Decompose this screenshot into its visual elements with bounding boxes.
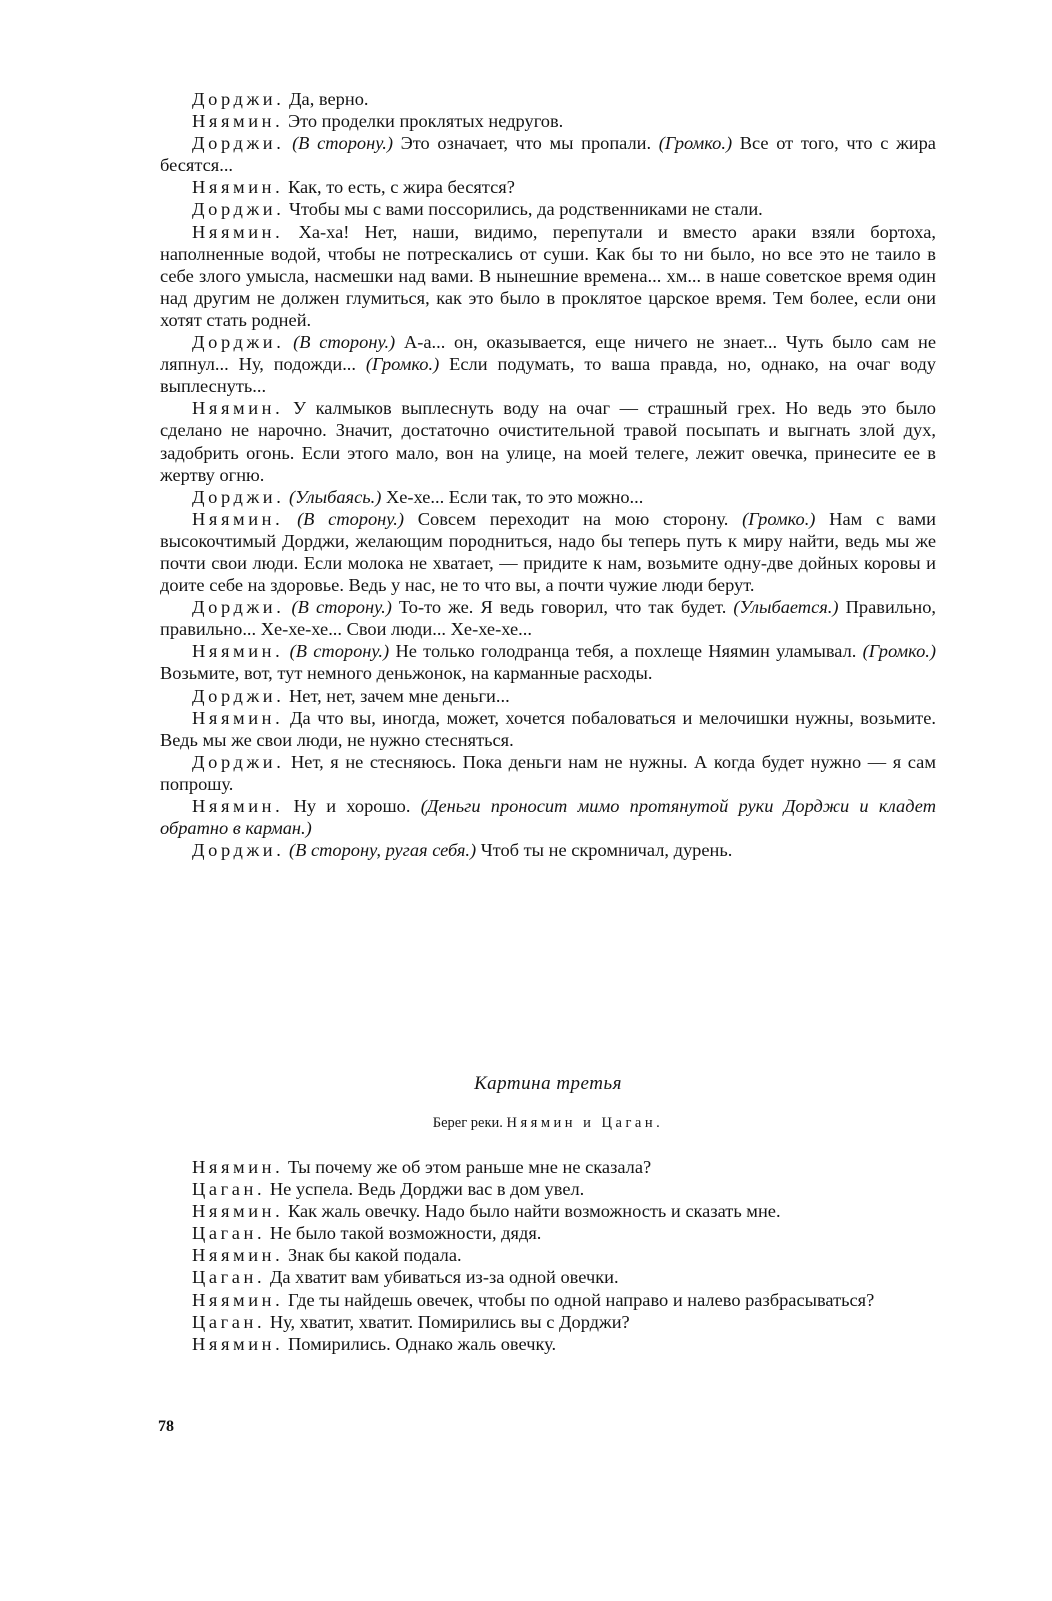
- speaker-name: Няямин.: [192, 221, 284, 242]
- speaker-name: Няямин.: [192, 398, 284, 419]
- speech-text: То-то же. Я ведь говорил, что так будет.: [398, 597, 727, 618]
- speech-text: Ну и хорошо.: [293, 796, 411, 816]
- speaker-name: Цаган.: [192, 1223, 266, 1244]
- speech-line: [160, 1289, 936, 1311]
- speech-text: Нет, нет, зачем мне деньги...: [289, 685, 510, 706]
- scene-title: Картина третья: [474, 1073, 622, 1094]
- speaker-name: Дорджи.: [192, 685, 285, 706]
- speaker-name: Няямин.: [192, 1333, 284, 1354]
- speech-line: [160, 1178, 936, 1200]
- speech-text: Если подумать, то ваша правда, но, однако, на очаг воду выплеснуть...: [160, 354, 937, 397]
- speech-line: [160, 640, 936, 684]
- speech-line: [160, 1200, 936, 1222]
- speaker-name: Дорджи.: [192, 199, 285, 220]
- scene-setting: [160, 1115, 936, 1132]
- speaker-name: Дорджи.: [192, 89, 285, 109]
- speech-text: Ха-ха! Нет, наши, видимо, перепутали и вместо араки взяли бортоха, наполненные водой, чтобы не потрескались от суши. Как бы то ни было, но все это не таило в себе злого умысла, насмешки над вами. В нынешние времена... хм... в наше советское время один над другим не должен глумиться, как это было в проклятое царское время. Тем более, если они хотят стать родней.: [160, 221, 936, 330]
- stage-direction: (В сторону.): [293, 332, 396, 353]
- speaker-name: Дорджи.: [192, 751, 285, 772]
- speech-text: Помирились. Однако жаль овечку.: [287, 1333, 557, 1354]
- speech-line: [160, 132, 936, 176]
- speaker-name: Няямин.: [192, 641, 284, 662]
- speech-text: Как жаль овечку. Надо было найти возможность и сказать мне.: [287, 1201, 781, 1222]
- speech-text: Как, то есть, с жира бесятся?: [287, 177, 515, 198]
- speaker-name: Дорджи.: [192, 133, 285, 154]
- speaker-name: Няямин.: [192, 1245, 284, 1266]
- speech-line: [160, 1222, 936, 1244]
- stage-direction: (Громко.): [365, 354, 440, 375]
- stage-direction: (Деньги проносит мимо протянутой руки Дорджи и кладет обратно в карман.): [160, 796, 936, 839]
- speech-line: [160, 1311, 936, 1333]
- speaker-name: Цаган.: [192, 1311, 266, 1332]
- speaker-name: Няямин.: [192, 111, 284, 132]
- speech-text: Нет, я не стесняюсь. Пока деньги нам не нужны. А когда будет нужно — я сам попрошу.: [160, 751, 936, 794]
- speech-line: [160, 1266, 936, 1288]
- speech-line: [160, 685, 936, 707]
- speaker-name: Дорджи.: [192, 597, 285, 618]
- speech-line: [160, 795, 936, 839]
- scene-setting-people: Няямин и Цаган.: [506, 1115, 664, 1131]
- scene-setting-place: Берег реки.: [432, 1115, 503, 1131]
- speech-text: Возьмите, вот, тут немного деньжонок, на карманные расходы.: [160, 663, 653, 684]
- speaker-name: Цаган.: [192, 1179, 266, 1200]
- speech-line: [160, 198, 936, 220]
- speech-text: Чтобы мы с вами поссорились, да родственниками не стали.: [289, 199, 763, 220]
- speech-text: Не только голодранца тебя, а похлеще Няямин уламывал.: [395, 641, 857, 662]
- stage-direction: (Громко.): [742, 508, 816, 529]
- speech-text: Правильно, правильно... Хе-хе-хе... Свои люди... Хе-хе-хе...: [160, 597, 936, 640]
- speech-text: Да, верно.: [289, 89, 369, 109]
- speech-line: [160, 508, 936, 596]
- speech-line: [160, 1244, 936, 1266]
- speaker-name: Няямин.: [192, 508, 284, 529]
- speech-text: Это проделки проклятых недругов.: [287, 111, 564, 132]
- speaker-name: Няямин.: [192, 707, 284, 728]
- speech-line: [160, 397, 936, 485]
- speech-line: [160, 751, 936, 795]
- speech-text: Ну, хватит, хватит. Помирились вы с Дорджи?: [269, 1311, 630, 1332]
- dialogue-block: [160, 88, 936, 861]
- speaker-name: Дорджи.: [192, 486, 285, 507]
- speech-line: [160, 839, 936, 861]
- speech-text: Ты почему же об этом раньше мне не сказала?: [287, 1157, 652, 1177]
- speech-text: Чтоб ты не скромничал, дурень.: [480, 840, 733, 861]
- speech-line: [160, 88, 936, 110]
- speech-text: А-а... он, оказывается, еще ничего не знает... Чуть было сам не ляпнул... Ну, подожди...: [160, 332, 936, 375]
- speech-text: Не успела. Ведь Дорджи вас в дом увел.: [269, 1179, 585, 1200]
- speaker-name: Няямин.: [192, 796, 284, 816]
- speaker-name: Няямин.: [192, 1289, 284, 1310]
- speaker-name: Дорджи.: [192, 840, 285, 861]
- speech-line: [160, 486, 936, 508]
- speech-line: [160, 331, 936, 397]
- speech-line: [160, 596, 936, 640]
- speech-text: Это означает, что мы пропали.: [400, 133, 652, 154]
- page-number: 78: [158, 1418, 174, 1435]
- speech-text: Да хватит вам убиваться из-за одной овечки.: [269, 1267, 619, 1288]
- stage-direction: (Улыбаясь.): [289, 486, 382, 507]
- speech-text: У калмыков выплеснуть воду на очаг — страшный грех. Но ведь это было сделано не нарочно. Значит, достаточно очистительной травой посыпать и выгнать злой дух, задобрить огонь. Если этого мало, вон на улице, на моей телеге, лежит овечка, принесите ее в жертву огню.: [160, 398, 936, 485]
- speech-line: [160, 1333, 936, 1355]
- stage-direction: (В сторону, ругая себя.): [289, 840, 477, 861]
- stage-direction: (В сторону.): [291, 597, 392, 618]
- speaker-name: Няямин.: [192, 177, 284, 198]
- speech-text: Знак бы какой подала.: [287, 1245, 462, 1266]
- stage-direction: (Громко.): [862, 641, 936, 662]
- speech-line: [160, 221, 936, 331]
- speaker-name: Дорджи.: [192, 332, 285, 353]
- speech-text: Нам с вами высокочтимый Дорджи, желающим породниться, надо бы теперь путь к миру найти, ведь мы же почти свои люди. Если молока не хватает, — придите к нам, возьмите одну-две дойных коровы и доите себе на здоровье. Ведь у нас, не то что вы, а почти чужие люди берут.: [160, 508, 936, 596]
- speech-text: Не было такой возможности, дядя.: [269, 1223, 542, 1244]
- stage-direction: (В сторону.): [292, 133, 393, 154]
- speech-text: Совсем переходит на мою сторону.: [417, 508, 729, 529]
- stage-direction: (Улыбается.): [733, 597, 839, 618]
- speaker-name: Няямин.: [192, 1201, 284, 1222]
- speaker-name: Цаган.: [192, 1267, 266, 1288]
- scene-dialogue-block: [160, 1156, 936, 1355]
- speech-line: [160, 176, 936, 198]
- stage-direction: (В сторону.): [297, 508, 405, 529]
- speaker-name: Няямин.: [192, 1157, 284, 1177]
- speech-text: Где ты найдешь овечек, чтобы по одной направо и налево разбрасываться?: [287, 1289, 875, 1310]
- speech-line: [160, 1156, 936, 1178]
- stage-direction: (В сторону.): [289, 641, 390, 662]
- speech-line: [160, 707, 936, 751]
- stage-direction: (Громко.): [658, 133, 733, 154]
- speech-text: Хе-хе... Если так, то это можно...: [385, 486, 644, 507]
- speech-text: Все от того, что с жира бесятся...: [160, 133, 936, 176]
- speech-line: [160, 110, 936, 132]
- speech-text: Да что вы, иногда, может, хочется побаловаться и мелочишки нужны, возьмите. Ведь мы же свои люди, не нужно стесняться.: [160, 707, 936, 750]
